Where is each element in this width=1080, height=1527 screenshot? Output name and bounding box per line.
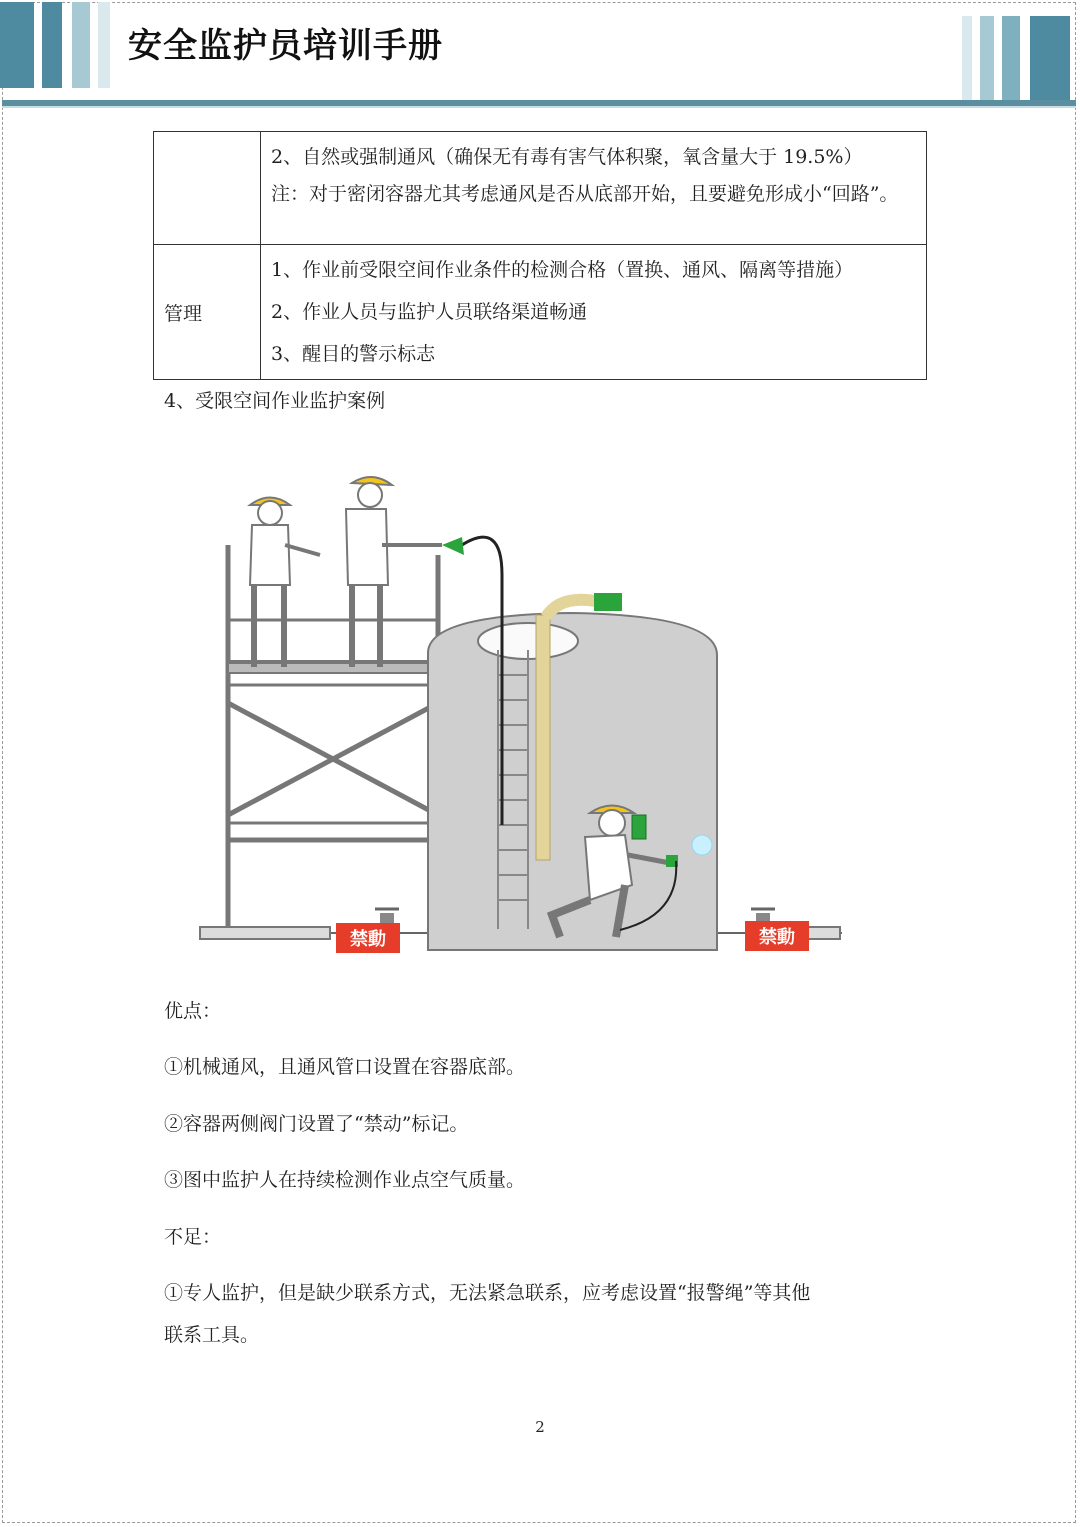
- manual-title: 安全监护员培训手册: [128, 26, 443, 66]
- page-number: 2: [535, 1418, 545, 1436]
- container-tank: [428, 613, 717, 950]
- no-touch-sign-left-text: 禁動: [350, 929, 386, 950]
- note-text: 注：对于密闭容器尤其考虑通风是否从底部开始，且要避免形成小“回路”。: [271, 183, 899, 205]
- supervisor-worker: [250, 498, 320, 668]
- section-heading: 4、受限空间作业监护案例: [164, 390, 386, 412]
- advantage-item: ②容器两侧阀门设置了“禁动”标记。: [164, 1113, 469, 1135]
- header-stripe: [1030, 16, 1070, 100]
- ventilation-fan: [594, 593, 622, 611]
- table-cell-items: [261, 245, 927, 380]
- advantage-item: ①机械通风，且通风管口设置在容器底部。: [164, 1056, 526, 1078]
- list-item: 1、作业前受限空间作业条件的检测合格（置换、通风、隔离等措施）: [271, 259, 854, 281]
- shortcoming-item: ①专人监护，但是缺少联系方式，无法紧急联系，应考虑设置“报警绳”等其他: [164, 1282, 811, 1304]
- header-stripe: [0, 2, 34, 88]
- table-cell-items: [261, 132, 927, 245]
- scaffold: [228, 545, 438, 933]
- advantage-item: ③图中监护人在持续检测作业点空气质量。: [164, 1169, 526, 1191]
- header-rule: [2, 106, 1076, 108]
- page-header: [0, 0, 1080, 108]
- table-cell-category: [154, 132, 261, 245]
- table-row: [154, 132, 927, 245]
- list-item: 3、醒目的警示标志: [271, 343, 436, 365]
- header-stripe: [1002, 16, 1020, 100]
- header-stripe: [980, 16, 994, 100]
- shortcomings-heading: 不足：: [164, 1226, 222, 1248]
- shortcoming-item-continued: 联系工具。: [164, 1324, 260, 1346]
- list-item: 2、自然或强制通风（确保无有毒有害气体积聚，氧含量大于 19.5%）: [271, 146, 863, 168]
- header-stripe: [72, 2, 90, 88]
- header-stripe: [42, 2, 62, 88]
- list-item: 2、作业人员与监护人员联络渠道畅通: [271, 301, 588, 323]
- pipe-left: [200, 927, 330, 939]
- gas-detector: [442, 537, 464, 555]
- no-touch-sign-right-text: 禁動: [759, 927, 795, 948]
- table-row: [154, 245, 927, 380]
- case-illustration-svg: [180, 445, 905, 975]
- case-illustration: [180, 445, 905, 975]
- table-cell-category: 管理: [154, 245, 261, 380]
- measures-table: [153, 131, 927, 380]
- supervisor-worker: [346, 477, 442, 667]
- header-stripe: [98, 2, 110, 88]
- header-stripe: [962, 16, 972, 100]
- advantages-heading: 优点：: [164, 1000, 222, 1022]
- ventilation-duct: [536, 615, 550, 860]
